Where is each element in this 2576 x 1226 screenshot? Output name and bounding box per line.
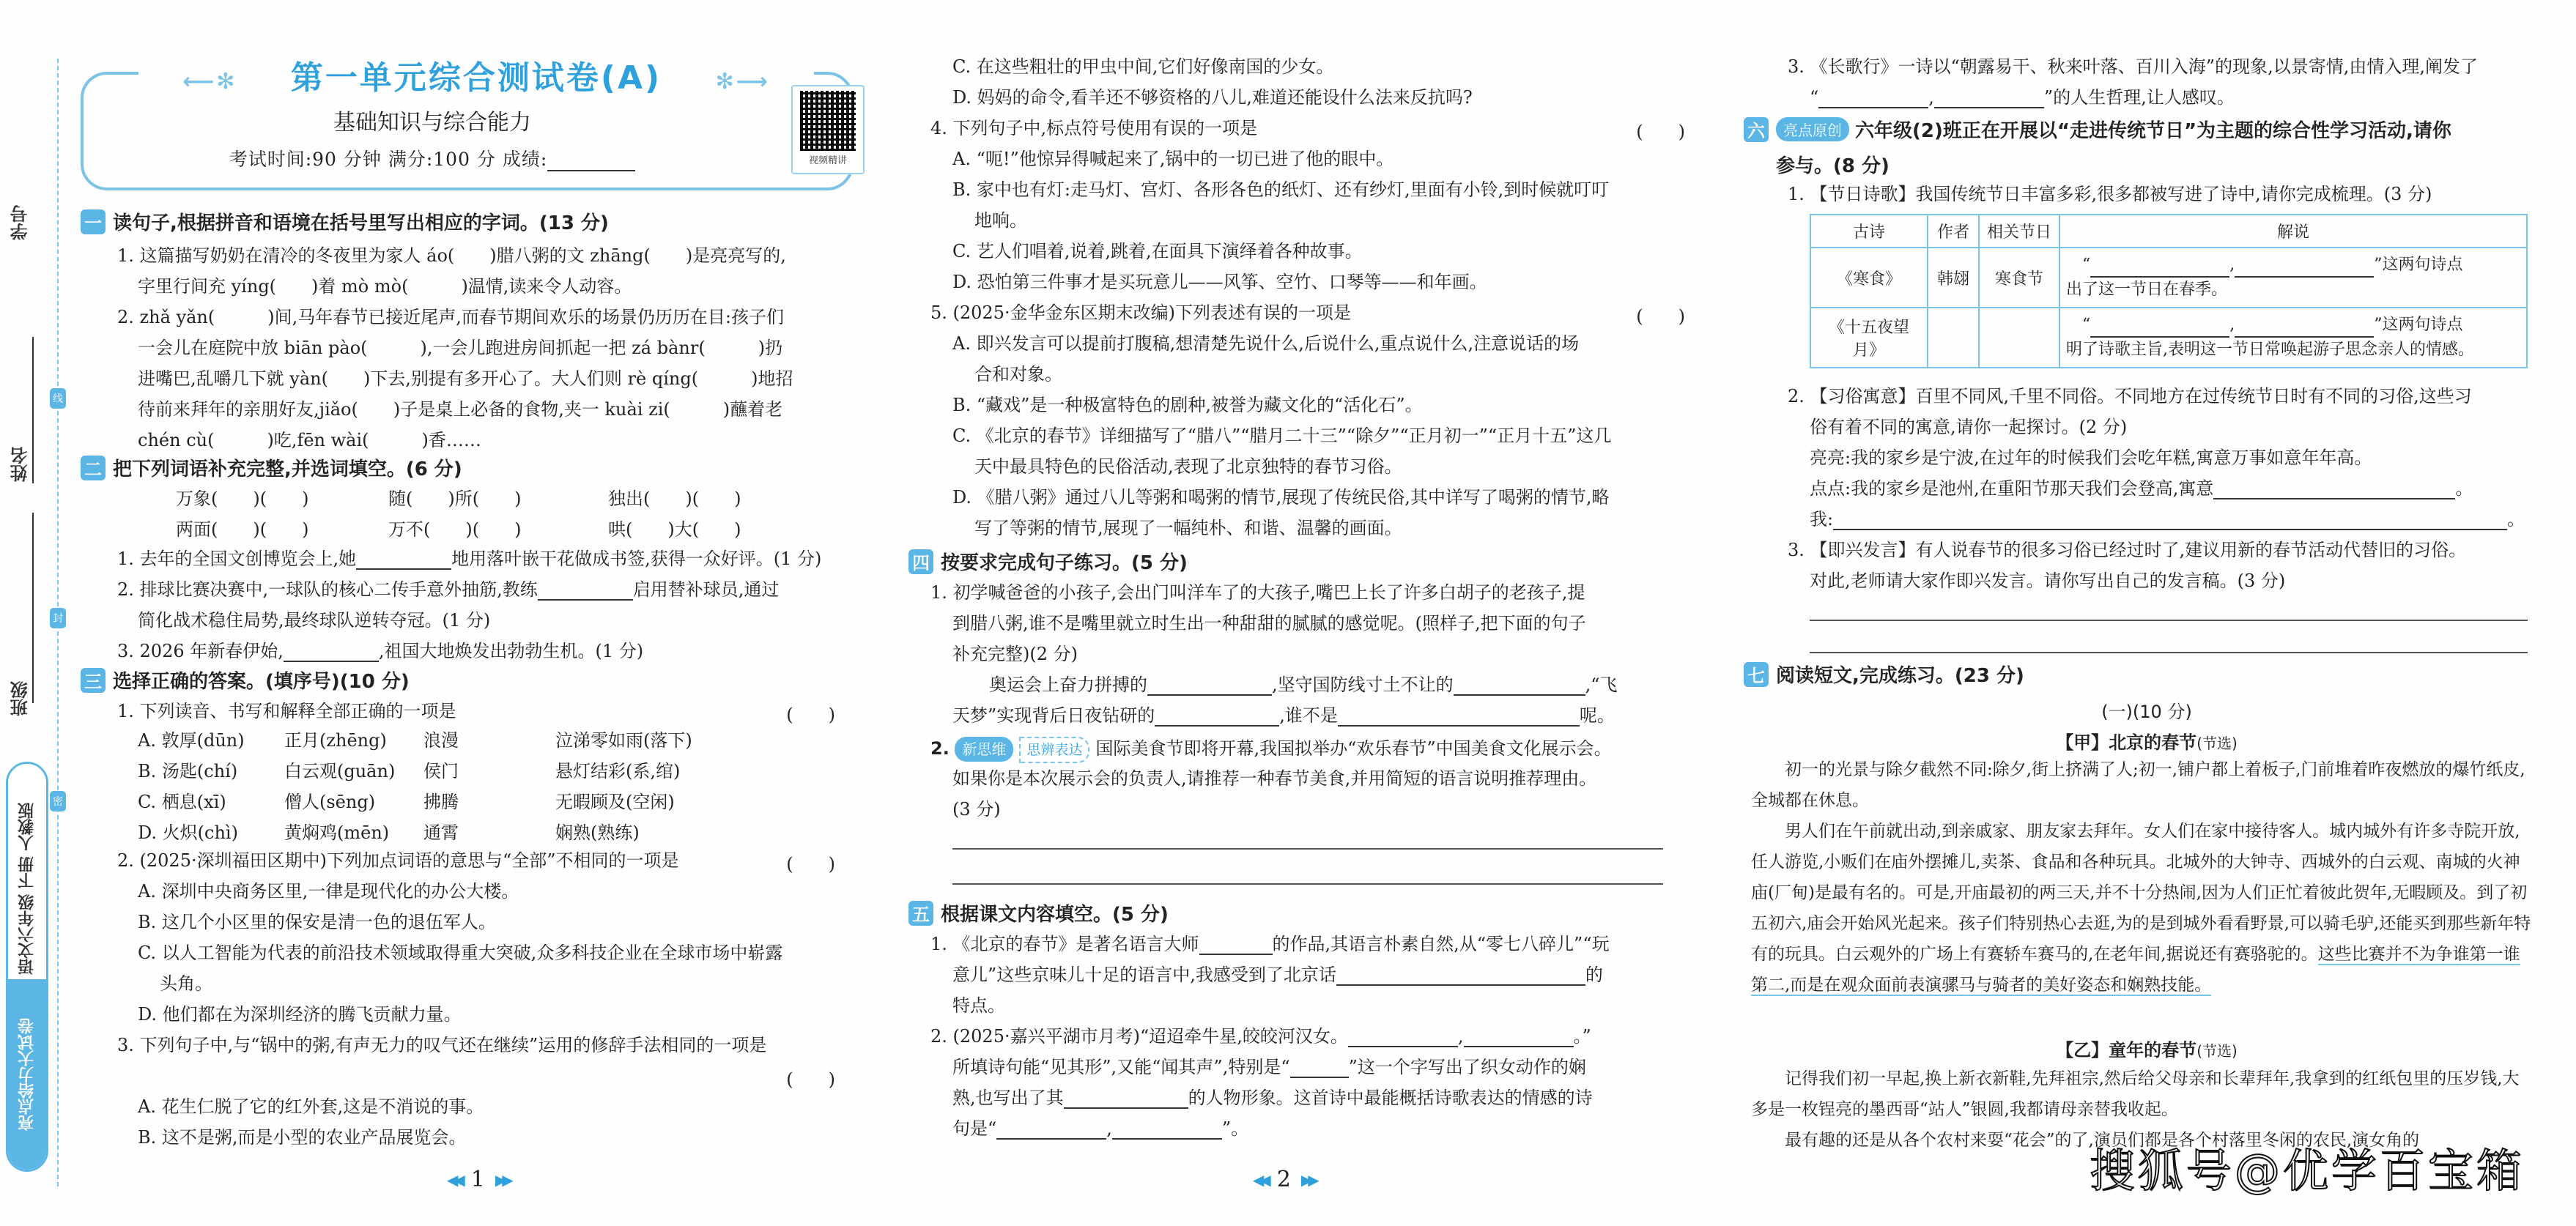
answer-blank[interactable] [1290,1060,1349,1078]
author-cell[interactable] [1928,308,1979,368]
answer-paren[interactable]: ( ) [1636,122,1685,142]
qr-label: 视频精讲 [808,155,847,166]
section-title: 根据课文内容填空。(5 分) [941,904,1169,926]
option[interactable]: A. 即兴发言可以提前打腹稿,想清楚先说什么,后说什么,重点说什么,注意说话的场 [952,333,1580,354]
text-line: 一会儿在庭院中放 biān pào( ),一会儿跑进房间抓起一把 zá bànr( )扔 [138,338,783,358]
answer-blank[interactable] [996,1122,1106,1140]
section-title: 选择正确的答案。(填序号)(10 分) [113,671,410,693]
prev-arrow-icon: ◀◀ [1253,1170,1267,1189]
option[interactable]: C. 栖息(xī) [138,792,226,812]
section-title-cont: 参与。(8 分) [1776,155,1890,177]
section-title: 把下列词语补充完整,并选词填空。(6 分) [113,458,462,480]
option-cont: 地响。 [974,210,1027,231]
underlined-sentence: 这些比赛并不为争谁第一谁第二,而是在观众面前表演骡马与骑者的美好姿态和娴熟技能。 [1751,945,2520,995]
idiom-grid [176,483,828,545]
prev-arrow-icon: ◀◀ [447,1170,461,1189]
exam-meta-text: 考试时间:90 分钟 满分:100 分 成绩: [229,149,548,170]
seal-xian: 线 [50,388,66,409]
question-stem: 4. 下列句子中,标点符号使用有误的一项是 [930,118,1258,138]
option[interactable]: B. 这几个小区里的保安是清一色的退伍军人。 [138,912,496,932]
section-badge: 七 [1744,662,1769,687]
question-stem: 5. (2025·金华金东区期末改编)下列表述有误的一项是 [930,302,1351,323]
qr-code[interactable] [791,85,865,174]
answer-blank[interactable] [1454,678,1585,696]
page-2 [908,0,1700,1226]
answer-blank[interactable] [2090,260,2229,278]
paragraph: 最有趣的还是从各个农村来耍“花会”的了,演员们都是各个村落里冬闲的农民,演女角的 [1785,1131,2420,1150]
fill-item: 3. 2026 年新春伊始, ,祖国大地焕发出勃勃生机。(1 分) [117,641,644,661]
fill-line: 2. (2025·嘉兴平湖市月考)“迢迢牵牛星,皎皎河汉女。 , 。” [930,1026,1591,1047]
title-text: 第一单元综合测试卷(A) [269,59,684,97]
question-stem: 1. 【节日诗歌】我国传统节日丰富多彩,很多都被写进了诗中,请你完成梳理。(3 分) [1788,184,2432,204]
poem-table [1810,214,2528,368]
fill-line: 所填诗句能“见其形”,又能“闻其声”,特别是“ ”这一个字写出了织女动作的娴 [952,1057,1586,1077]
next-arrow-icon: ▶▶ [495,1170,509,1189]
section-5-heading [908,899,1169,926]
option-cont: 写了等粥的情节,展现了一幅纯朴、和谐、温馨的画面。 [974,518,1402,538]
section-6-heading [1744,116,2451,143]
answer-blank[interactable] [284,644,379,662]
option-cont: 天中最具特色的民俗活动,表现了北京独特的春节习俗。 [974,456,1402,477]
section-4-heading [908,548,1188,575]
passage-a [1751,754,2535,1000]
option[interactable]: C. 在这些粗壮的甲虫中间,它们好像南国的少女。 [952,56,1334,77]
answer-blank[interactable] [1934,91,2044,108]
text-line: 补充完整)(2 分) [952,644,1078,664]
text-line: 3. 《长歌行》一诗以“朝露易干、秋来叶落、百川入海”的现象,以景寄情,由情入理,阐发了 [1788,56,2478,77]
answer-blank[interactable] [1199,937,1273,955]
option[interactable]: D. 火炽(chì) [138,822,238,843]
class-label: 班级 [10,681,31,716]
fill-line: 句是“ , ”。 [952,1118,1249,1139]
fill-line: 熟,也写出了其 的人物形象。这首诗中最能概括诗歌表达的情感的诗 [952,1088,1593,1108]
score-blank[interactable] [547,154,635,171]
section-1-heading [81,208,609,235]
answer-blank[interactable] [1147,678,1272,696]
answer-blank[interactable] [1338,709,1580,727]
part-heading: (一)(10 分) [2101,702,2192,722]
text-line: (3 分) [952,799,1001,820]
text-line: 亮亮:我的家乡是宁波,在过年的时候我们会吃年糕,寓意万事如意年年高。 [1810,447,2372,468]
text-line: 进嘴巴,乱嚼几下就 yàn( )下去,别提有多开心了。大人们则 rè qíng( )地招 [138,368,793,389]
fill-line: 奥运会上奋力拼搏的 ,坚守国防线寸土不让的 ,“飞 [989,675,1618,695]
name-blank[interactable] [32,513,34,703]
watermark: 搜狐号@优学百宝箱 [2089,1144,2525,1197]
paragraph: 男人们在午前就出动,到亲戚家、朋友家去拜年。女人们在家中接待客人。城内城外有许多寺院开放,任人游览,小贩们在庙外摆摊儿,卖茶、食品和各种玩具。北城外的大钟寺、西城外的白云观、南城的火神庙(厂甸)是最有名的。可是,开庙最初的两三天,并不十分热闹,因为人们正忙着彼此贺年,无暇顾及。到了初五初六,庙会开始风光起来。孩子们特别热心去逛,为的是到城外看看野景,可以骑毛驴,还能买到那些新年特有的玩具。白云观外的广场上有赛轿车赛马的,在老年间,据说还有赛骆驼的。这些比赛并不为争谁第一谁第二,而是在观众面前表演骡马与骑者的美好姿态和娴熟技能。 [1751,822,2531,995]
exam-meta [81,145,784,171]
text-line: 2. 【习俗寓意】百里不同风,千里不同俗。不同地方在过传统节日时有不同的习俗,这些习 [1788,386,2472,406]
page-3 [1744,0,2550,1226]
fill-line: 1. 《北京的春节》是著名语言大师 的作品,其语言朴素自然,从“零七八碎儿”“玩 [930,934,1610,954]
answer-line[interactable] [1810,620,2528,621]
text-line: 1. 初学喊爸爸的小孩子,会出门叫洋车了的大孩子,嘴巴上长了许多白胡子的老孩子,提 [930,582,1585,603]
answer-blank[interactable] [1348,1030,1458,1047]
page-number-1 [447,1167,509,1192]
answer-paren[interactable]: ( ) [786,1069,835,1090]
answer-line[interactable] [1810,652,2528,653]
option[interactable]: B. “藏戏”是一种极富特色的剧种,被誉为藏文化的“活化石”。 [952,395,1423,415]
text-line: 待前来拜年的亲朋好友,jiǎo( )子是桌上必备的食物,夹一 kuài zi( )蘸着老 [138,399,783,420]
section-badge: 六 [1744,117,1769,142]
answer-paren[interactable]: ( ) [786,854,835,874]
fill-line: 点点:我的家乡是池州,在重阳节那天我们会登高,寓意 。 [1810,478,2473,499]
fill-item: 2. 排球比赛决赛中,一球队的核心二传手意外抽筋,教练 启用替补球员,通过 [117,579,780,600]
table-row: 《寒食》 韩翃 寒食节 “ , ”这两句诗点 出了这一节日在春季。 [1810,248,2527,308]
expression-badge: 思辨表达 [1019,737,1089,763]
option[interactable]: D. 妈妈的命令,看羊还不够资格的八儿,难道还能设什么法来反抗吗? [952,87,1473,108]
option[interactable]: A. 敦厚(dūn) [138,730,245,751]
qr-icon [800,91,856,151]
answer-blank[interactable] [1818,91,1928,108]
name-label: 姓名 [10,447,31,482]
passage-b-title: 【乙】童年的春节(节选) [2056,1040,2238,1060]
fill-item: 1. 去年的全国文创博览会上,她 地用落叶嵌干花做成书签,获得一众好评。(1 分) [117,549,822,569]
festival-cell[interactable] [1979,308,2059,368]
page-title [81,51,872,98]
table-row: 《十五夜望月》 “ , ”这两句诗点 明了诗歌主旨,表明这一节日常唤起游子思念亲人的情感。 [1810,308,2527,368]
option[interactable]: B. 家中也有灯:走马灯、宫灯、各形各色的纸灯、还有纱灯,里面有小铃,到时候就叮叮 [952,179,1610,200]
answer-blank[interactable] [2235,260,2374,278]
student-id-label: 学号 [10,205,31,240]
answer-blank[interactable] [2213,482,2455,499]
paragraph: 初一的光景与除夕截然不同:除夕,街上挤满了人;初一,铺户都上着板子,门前堆着昨夜燃放的爆竹纸皮,全城都在休息。 [1751,760,2525,810]
question-2: 2. 新思维 思辨表达 国际美食节即将开幕,我国拟举办“欢乐春节”中国美食文化展示会。 [930,737,1612,763]
answer-blank[interactable] [538,583,633,601]
q1-options: A. 敦厚(dūn) 正月(zhēng) 浪漫 泣涕零如雨(落下) B. 汤匙(chí) 白云观(guān) 侯门 悬灯结彩(系,绾) C. 栖息(xī) 僧人(sēng) 拂腾 无暇顾及(空闲) D. 火炽(chì) 黄焖鸡(mēn) 通霄 娴熟(熟练) [138,725,775,848]
text-line: 3. 【即兴发言】有人说春节的很多习俗已经过时了,建议用新的春节活动代替旧的习俗。 [1788,540,2467,560]
answer-blank[interactable] [356,552,451,570]
answer-blank[interactable] [1464,1030,1574,1047]
option[interactable]: C. 《北京的春节》详细描写了“腊八”“腊月二十三”“除夕”“正月初一”“正月十五”这几 [952,426,1612,446]
text-line: chén cù( )吃,fēn wài( )香…… [138,430,481,450]
section-title: 读句子,根据拼音和语境在括号里写出相应的字词。(13 分) [113,212,609,234]
text-line: 字里行间充 yíng( )着 mò mò( )温情,读来令人动容。 [138,276,632,297]
binding-margin [0,0,81,1226]
answer-blank[interactable] [1112,1122,1222,1140]
idiom-item[interactable]: 独出( )( ) [608,488,741,509]
idiom-item[interactable]: 两面( )( ) [176,519,309,540]
option[interactable]: B. 汤匙(chí) [138,761,238,781]
ornament-left-icon: ⟵✻ [160,69,269,94]
page-number-2 [1253,1167,1315,1192]
text-line: 特点。 [952,995,1005,1016]
answer-blank[interactable] [1336,968,1585,986]
answer-blank[interactable] [1064,1091,1188,1109]
new-thinking-badge: 新思维 [955,737,1013,762]
section-badge: 五 [908,901,933,926]
answer-blank[interactable] [1833,513,2507,530]
option[interactable]: D. 恐怕第三件事才是买玩意儿——风筝、空竹、口琴等——和年画。 [952,272,1487,292]
option[interactable]: C. 艺人们唱着,说着,跳着,在面具下演绎着各种故事。 [952,241,1363,261]
question-stem: 2. (2025·深圳福田区期中)下列加点词语的意思与“全部”不相同的一项是 [117,850,679,871]
section-7-heading [1744,661,2024,688]
section-title: 阅读短文,完成练习。(23 分) [1776,665,2024,687]
section-title: 按要求完成句子练习。(5 分) [941,552,1188,574]
section-badge: 三 [81,668,106,693]
paragraph: 记得我们初一早起,换上新衣新鞋,先拜祖宗,然后给父母亲和长辈拜年,我拿到的红纸包里的压岁钱,大多是一枚锃亮的墨西哥“站人”银圆,我都请母亲替我收起。 [1751,1069,2520,1119]
idiom-item[interactable]: 哄( )大( ) [608,519,741,540]
text-line: 俗有着不同的寓意,请你一起探讨。(2 分) [1810,417,2128,437]
fill-line: 天梦”实现背后日夜钻研的 ,谁不是 呢。 [952,705,1615,726]
fill-line: 意儿”这些京味儿十足的语言中,我感受到了北京话 的 [952,965,1603,985]
option[interactable]: A. 花生仁脱了它的红外套,这是不消说的事。 [138,1096,484,1117]
section-badge: 二 [81,456,106,480]
section-2-heading [81,454,462,481]
text-line: 2. zhǎ yǎn( )间,马年春节已接近尾声,而春节期间欢乐的场景仍历历在目:孩子们 [117,307,784,327]
table-header: 古诗 作者 相关节日 解说 [1810,215,2527,248]
section-badge: 一 [81,209,106,234]
answer-paren[interactable]: ( ) [786,705,835,725]
ornament-right-icon: ✻⟶ [684,69,792,94]
series-edition: 语文六年级 下册 人教版 [8,764,46,1013]
text-line: 对此,老师请大家作即兴发言。请你写出自己的发言稿。(3 分) [1810,571,2286,591]
seal-feng: 封 [50,608,66,628]
series-brand: 亮点给力大试卷 [8,979,46,1170]
answer-blank[interactable] [2235,320,2374,338]
next-arrow-icon: ▶▶ [1300,1170,1315,1189]
answer-blank[interactable] [2090,320,2229,338]
question-stem: 3. 下列句子中,与“锅中的粥,有声无力的叹气还在继续”运用的修辞手法相同的一项是 [117,1035,767,1055]
question-stem: 1. 下列读音、书写和解释全部正确的一项是 [117,701,456,721]
page-number: 1 [470,1167,485,1192]
idiom-item[interactable]: 随( )所( ) [388,488,522,509]
page-number: 2 [1276,1167,1291,1192]
answer-blank[interactable] [1155,709,1279,727]
option[interactable]: A. 深圳中央商务区里,一律是现代化的办公大楼。 [138,881,519,902]
series-label [6,762,48,1172]
idiom-item[interactable]: 万象( )( ) [176,488,309,509]
original-badge: 亮点原创 [1776,117,1849,141]
text-line: 简化战术稳住局势,最终球队逆转夺冠。(1 分) [138,610,491,631]
answer-line[interactable] [952,848,1663,850]
text-line: 1. 这篇描写奶奶在清冷的冬夜里为家人 áo( )腊八粥的文 zhāng( )是亮亮写的, [117,245,786,266]
option[interactable]: B. 这不是粥,而是小型的农业产品展览会。 [138,1127,467,1148]
option-cont: 头角。 [160,973,212,994]
idiom-item[interactable]: 万不( )( ) [388,519,522,540]
option-cont: 合和对象。 [974,364,1062,384]
option[interactable]: D. 《腊八粥》通过八儿等粥和喝粥的情节,展现了传统民俗,其中详写了喝粥的情节,略 [952,487,1610,508]
section-badge: 四 [908,549,933,574]
fill-line: 我: 。 [1810,509,2525,530]
page-1 [81,0,872,1226]
option[interactable]: C. 以人工智能为代表的前沿技术领域取得重大突破,众多科技企业在全球市场中崭露 [138,943,783,963]
text-line: 到腊八粥,谁不是嘴里就立时生出一种甜甜的腻腻的感觉呢。(照样子,把下面的句子 [952,613,1586,634]
seal-mi: 密 [50,791,66,811]
option[interactable]: D. 他们都在为深圳经济的腾飞贡献力量。 [138,1004,462,1025]
subtitle: 基础知识与综合能力 [333,110,531,135]
section-3-heading [81,666,410,694]
text-line: 如果你是本次展示会的负责人,请推荐一种春节美食,并用简短的语言说明推荐理由。 [952,768,1597,789]
answer-line[interactable] [952,883,1663,885]
fill-line: “ , ”的人生哲理,让人感叹。 [1810,87,2235,108]
option[interactable]: A. “呃!”他惊异得喊起来了,锅中的一切已进了他的眼中。 [952,149,1394,169]
answer-paren[interactable]: ( ) [1636,306,1685,327]
section-title: 六年级(2)班正在开展以“走进传统节日”为主题的综合性学习活动,请你 [1855,120,2451,142]
passage-a-title: 【甲】北京的春节(节选) [2056,732,2238,753]
